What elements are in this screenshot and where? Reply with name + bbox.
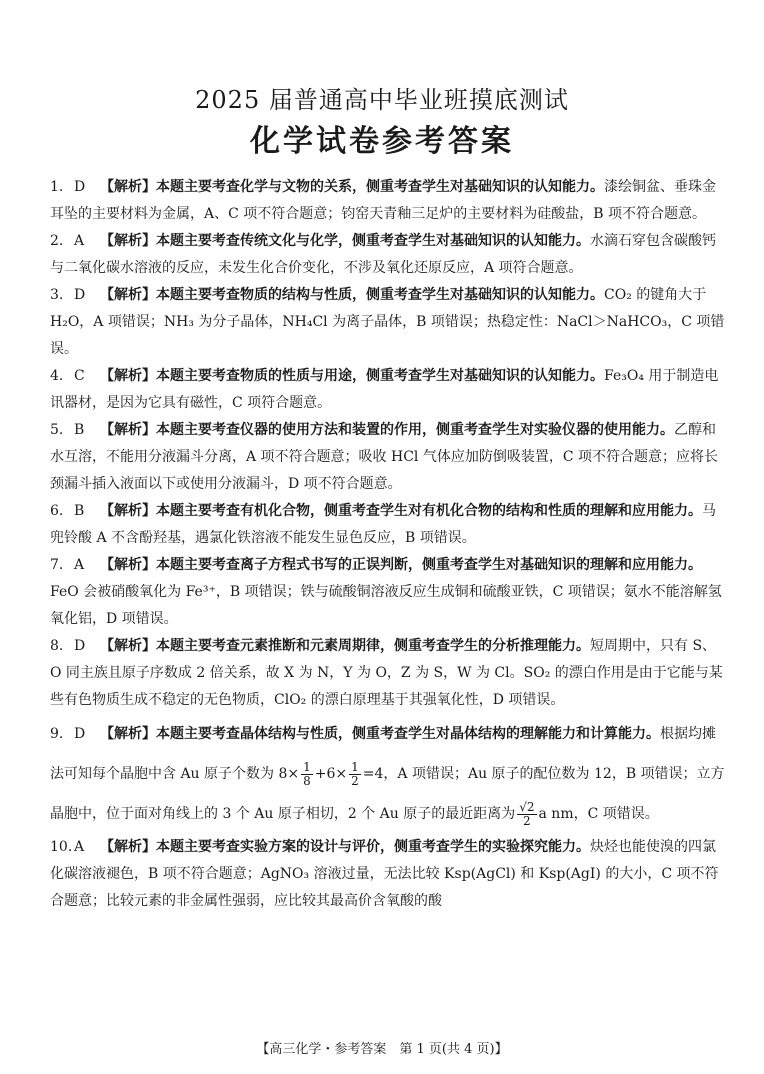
analysis-lead: 本题主要考查元素推断和元素周期律，侧重考查学生的分析推理能力。 [156, 638, 590, 654]
answer-item-6: 6. B 【解析】本题主要考查有机化合物，侧重考查学生对有机化合物的结构和性质的理解和应用能力。马兜铃酸 A 不含酚羟基，遇氯化铁溶液不能发生显色反应，B 项错误。 [50, 498, 726, 552]
answer-letter: D [74, 179, 86, 195]
analysis-lead: 本题主要考查实验方案的设计与评价，侧重考查学生的实验探究能力。 [156, 839, 590, 855]
analysis-body: Fe₃O₄ 用于制造电讯器材，是因为它具有磁性，C 项符合题意。 [50, 368, 719, 411]
analysis-lead: 本题主要考查晶体结构与性质，侧重考查学生对晶体结构的理解能力和计算能力。 [156, 726, 660, 742]
answer-item-1: 1. D 【解析】本题主要考查化学与文物的关系，侧重考查学生对基础知识的认知能力。漆绘铜盆、垂珠金耳坠的主要材料为金属，A、C 项不符合题意；钧窑天青釉三足炉的主要材料为硅酸盐，B 项不符合题意。 [50, 174, 726, 228]
answer-letter: A [74, 839, 85, 855]
analysis-tag: 【解析】 [100, 422, 156, 438]
answer-letter: B [74, 503, 85, 519]
exam-title: 2025 届普通高中毕业班摸底测试 [195, 86, 569, 114]
answer-letter: D [74, 287, 86, 303]
analysis-lead: 本题主要考查物质的结构与性质，侧重考查学生对基础知识的认知能力。 [156, 287, 604, 303]
answer-key-title: 化学试卷参考答案 [250, 124, 514, 159]
answer-letter: A [74, 233, 85, 249]
analysis-body: 水滴石穿包含碳酸钙与二氧化碳水溶液的反应，未发生化合价变化，不涉及氧化还原反应，A 项符合题意。 [50, 233, 716, 276]
page-footer: 【高三化学・参考答案 第 1 页(共 4 页)】 [256, 1042, 508, 1057]
analysis-lead: 本题主要考查物质的性质与用途，侧重考查学生对基础知识的认知能力。 [156, 368, 604, 384]
analysis-tag: 【解析】 [100, 233, 156, 249]
answer-item-5: 5. B 【解析】本题主要考查仪器的使用方法和装置的作用，侧重考查学生对实验仪器的使用能力。乙醇和水互溶，不能用分液漏斗分离，A 项不符合题意；吸收 HCl 气体应加防倒吸装置，C 项不符合题意；应将长颈漏斗插入液面以下或使用分液漏斗，D 项不符合题意。 [50, 417, 726, 498]
analysis-body: 短周期中，只有 S、O 同主族且原子序数成 2 倍关系，故 X 为 N，Y 为 O，Z 为 S，W 为 Cl。SO₂ 的漂白作用是由于它能与某些有色物质生成不稳定的无色物质，ClO₂ 的漂白原理基于其强氧化性，D 项错误。 [50, 638, 723, 708]
answer-letter: D [74, 638, 86, 654]
analysis-tag: 【解析】 [100, 839, 156, 855]
analysis-tag: 【解析】 [100, 638, 156, 654]
analysis-lead: 本题主要考查化学与文物的关系，侧重考查学生对基础知识的认知能力。 [156, 179, 604, 195]
analysis-tag: 【解析】 [100, 368, 156, 384]
analysis-body: 马兜铃酸 A 不含酚羟基，遇氯化铁溶液不能发生显色反应，B 项错误。 [50, 503, 716, 546]
analysis-tag: 【解析】 [100, 726, 156, 742]
analysis-body: 炔烃也能使溴的四氯化碳溶液褪色，B 项不符合题意；AgNO₃ 溶液过量，无法比较 Ksp(AgCl) 和 Ksp(AgI) 的大小，C 项不符合题意；比较元素的非金属性强弱，应比较其最高价含氧酸的酸 [50, 839, 719, 909]
answer-letter: C [74, 368, 85, 384]
analysis-lead: 本题主要考查有机化合物，侧重考查学生对有机化合物的结构和性质的理解和应用能力。 [156, 503, 702, 519]
analysis-body: 乙醇和水互溶，不能用分液漏斗分离，A 项不符合题意；吸收 HCl 气体应加防倒吸装置，C 项不符合题意；应将长颈漏斗插入液面以下或使用分液漏斗，D 项不符合题意。 [50, 422, 719, 492]
answer-item-9: 9. D 【解析】本题主要考查晶体结构与性质，侧重考查学生对晶体结构的理解能力和计算能力。根据均摊法可知每个晶胞中含 Au 原子个数为 8× $\frac{1}{8}$ +6× $\frac{1}{2}$ =4，A 项错误；Au 原子的配位数为 12，B 项错误；立方晶胞中，位于面对角线上的 3 个 Au 原子相切，2 个 Au 原子的最近距离为 $\frac{√2}{2}$ a nm，C 项错误。 [50, 714, 726, 834]
answer-item-7: 7. A 【解析】本题主要考查离子方程式书写的正误判断，侧重考查学生对基础知识的理解和应用能力。FeO 会被硝酸氧化为 Fe³⁺，B 项错误；铁与硫酸铜溶液反应生成铜和硫酸亚铁，C 项错误；氨水不能溶解氢氧化铝，D 项错误。 [50, 552, 726, 633]
analysis-tag: 【解析】 [100, 287, 156, 303]
fraction-one-eighth: $\frac{1}{8}$ [303, 759, 311, 788]
fraction-one-half: $\frac{1}{2}$ [351, 759, 359, 788]
answer-item-10: 10. A 【解析】本题主要考查实验方案的设计与评价，侧重考查学生的实验探究能力。炔烃也能使溴的四氯化碳溶液褪色，B 项不符合题意；AgNO₃ 溶液过量，无法比较 Ksp(AgCl) 和 Ksp(AgI) 的大小，C 项不符合题意；比较元素的非金属性强弱，应比较其最高价含氧酸的酸 [50, 834, 726, 915]
answer-letter: B [74, 422, 85, 438]
analysis-body: FeO 会被硝酸氧化为 Fe³⁺，B 项错误；铁与硫酸铜溶液反应生成铜和硫酸亚铁，C 项错误；氨水不能溶解氢氧化铝，D 项错误。 [50, 584, 722, 627]
analysis-lead: 本题主要考查传统文化与化学，侧重考查学生对基础知识的认知能力。 [156, 233, 590, 249]
answer-item-8: 8. D 【解析】本题主要考查元素推断和元素周期律，侧重考查学生的分析推理能力。短周期中，只有 S、O 同主族且原子序数成 2 倍关系，故 X 为 N，Y 为 O，Z 为 S，W 为 Cl。SO₂ 的漂白作用是由于它能与某些有色物质生成不稳定的无色物质，ClO₂ 的漂白原理基于其强氧化性，D 项错误。 [50, 633, 726, 714]
answer-item-2: 2. A 【解析】本题主要考查传统文化与化学，侧重考查学生对基础知识的认知能力。水滴石穿包含碳酸钙与二氧化碳水溶液的反应，未发生化合价变化，不涉及氧化还原反应，A 项符合题意。 [50, 228, 726, 282]
analysis-body: 漆绘铜盆、垂珠金耳坠的主要材料为金属，A、C 项不符合题意；钧窑天青釉三足炉的主要材料为硅酸盐，B 项不符合题意。 [50, 179, 716, 222]
analysis-tag: 【解析】 [100, 557, 156, 573]
analysis-body: =4，A 项错误；Au 原子的配位数为 12，B 项错误；立方晶胞中，位于面对角线上的 3 个 Au 原子相切，2 个 Au 原子的最近距离为 [50, 766, 725, 822]
fraction-root2-over-2: $\frac{√2}{2}$ [519, 799, 535, 828]
analysis-body: +6× [314, 766, 348, 782]
analysis-body: 根据均摊法可知每个晶胞中含 Au 原子个数为 8× [50, 726, 716, 782]
answer-letter: A [74, 557, 85, 573]
analysis-tag: 【解析】 [100, 179, 156, 195]
analysis-lead: 本题主要考查仪器的使用方法和装置的作用，侧重考查学生对实验仪器的使用能力。 [156, 422, 674, 438]
answer-item-4: 4. C 【解析】本题主要考查物质的性质与用途，侧重考查学生对基础知识的认知能力。Fe₃O₄ 用于制造电讯器材，是因为它具有磁性，C 项符合题意。 [50, 363, 726, 417]
analysis-tag: 【解析】 [100, 503, 156, 519]
answer-item-3: 3. D 【解析】本题主要考查物质的结构与性质，侧重考查学生对基础知识的认知能力。CO₂ 的键角大于 H₂O，A 项错误；NH₃ 为分子晶体，NH₄Cl 为离子晶体，B 项错误；热稳定性：NaCl＞NaHCO₃，C 项错误。 [50, 282, 726, 363]
analysis-body: a nm，C 项错误。 [538, 806, 659, 822]
answer-letter: D [74, 726, 86, 742]
answer-list [50, 174, 726, 915]
analysis-body: CO₂ 的键角大于 H₂O，A 项错误；NH₃ 为分子晶体，NH₄Cl 为离子晶体，B 项错误；热稳定性：NaCl＞NaHCO₃，C 项错误。 [50, 287, 725, 357]
analysis-lead: 本题主要考查离子方程式书写的正误判断，侧重考查学生对基础知识的理解和应用能力。 [156, 557, 702, 573]
